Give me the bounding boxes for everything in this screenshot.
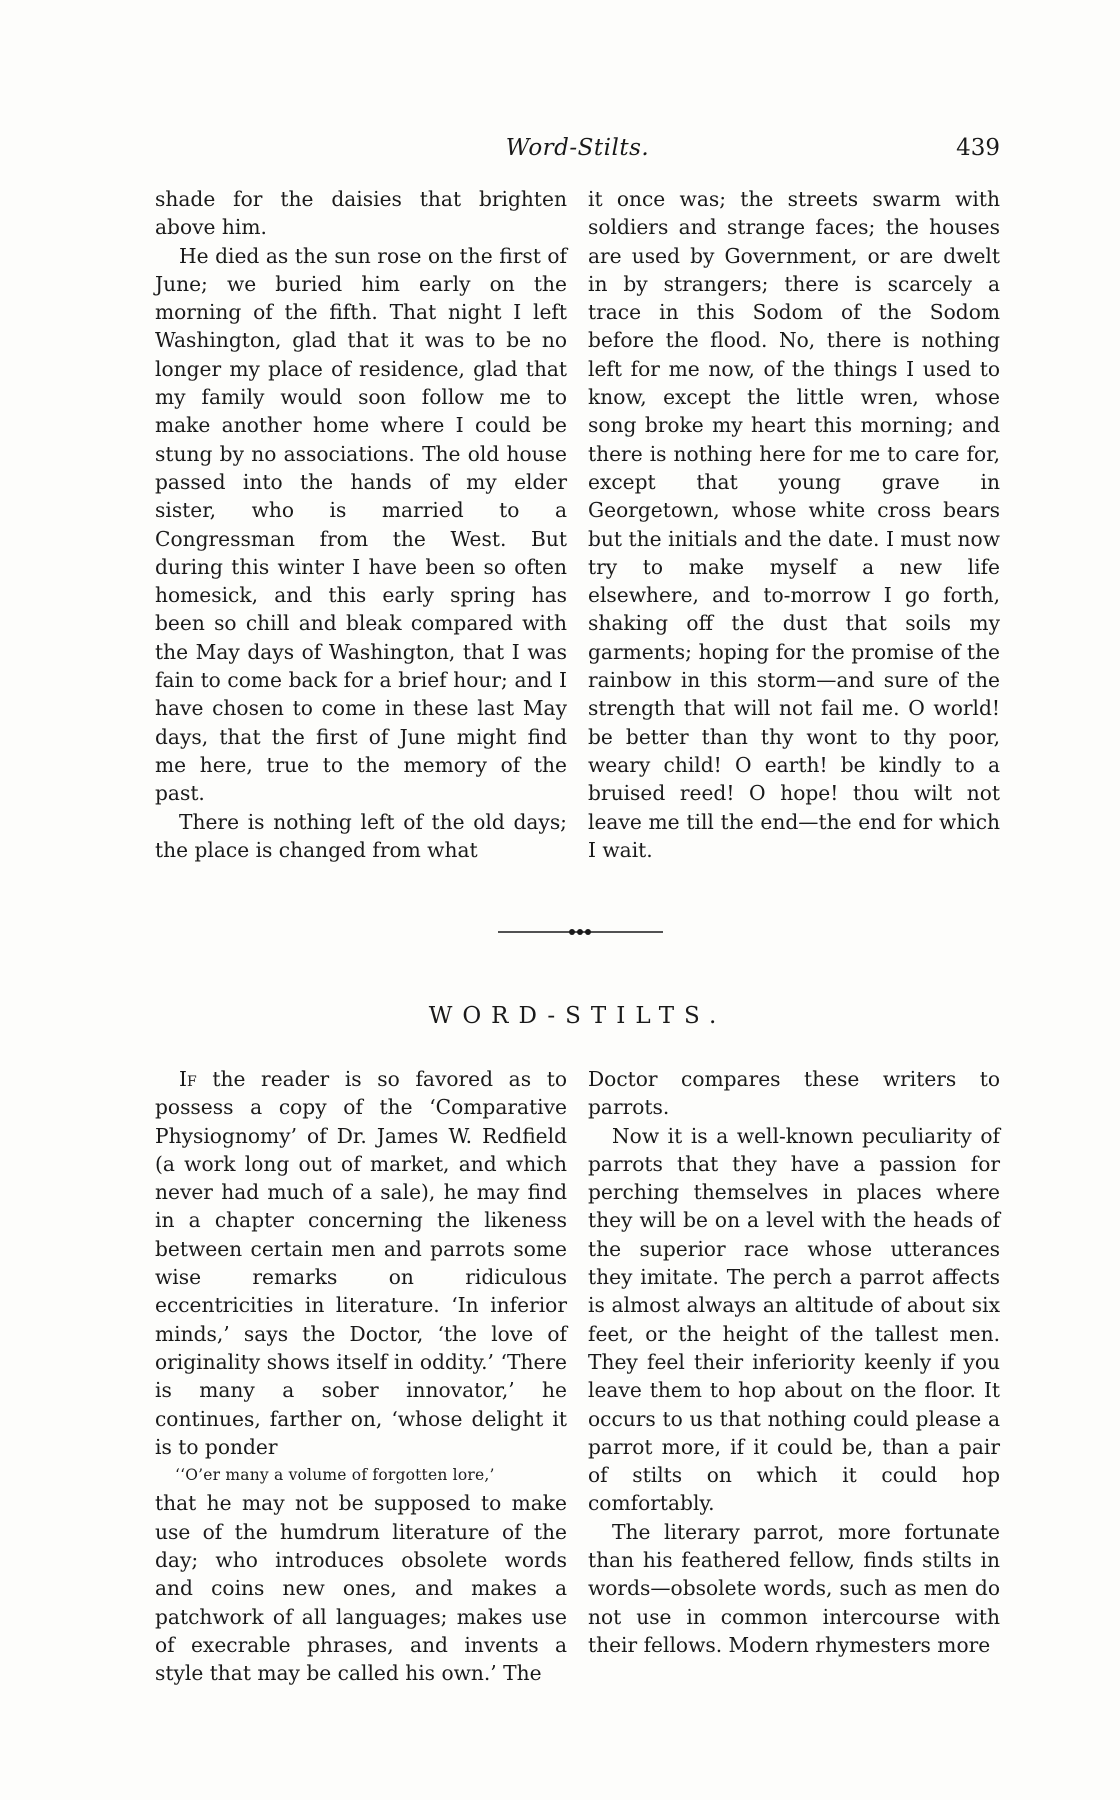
paragraph: [155, 1065, 567, 1461]
section2-left-column: [155, 1065, 567, 1688]
section1-right-column: [588, 185, 1000, 864]
section-divider-ornament: [498, 926, 663, 938]
paragraph: shade for the daisies that brighten above him.: [155, 187, 567, 240]
section2-right-column: [588, 1065, 1000, 1659]
paragraph: Now it is a well-known peculiarity of parrots that they have a passion for perching themselves in places where they will be on a level with the heads of the superior race whose utterances they imitate. The perch a parrot affects is almost always an altitude of about six feet, or the height of the tallest men. They feel their inferiority keenly if you leave them to hop about on the floor. It occurs to us that nothing could please a parrot more, if it could be, than a pair of stilts on which it could hop comfortably.: [588, 1123, 1000, 1516]
running-title: Word-Stilts.: [505, 135, 650, 161]
page-number: 439: [956, 135, 1000, 161]
paragraph: There is nothing left of the old days; the place is changed from what: [155, 809, 567, 862]
paragraph-text: the reader is so favored as to possess a copy of the ‘Comparative Physiognomy’ of Dr. James W. Redfield (a work long out of market, and which never had much of a sale), he may find in a chapter concerning the likeness between certain men and parrots some wise remarks on ridiculous eccentricities in literature. ‘In inferior minds,’ says the Doctor, ‘the love of originality shows itself in oddity.’ ‘There is many a sober innovator,’ he continues, farther on, ‘whose delight it is to ponder: [155, 1067, 567, 1459]
dropcap-word: If: [179, 1067, 197, 1091]
section-title: WORD-STILTS.: [428, 1003, 727, 1029]
paragraph: The literary parrot, more fortunate than his feathered fellow, finds stilts in words—obsolete words, such as men do not use in common intercourse with their fellows. Modern rhymesters more: [588, 1519, 1000, 1657]
paragraph: Doctor compares these writers to parrots.: [588, 1067, 1000, 1120]
paragraph: that he may not be supposed to make use of the humdrum literature of the day; who introduces obsolete words and coins new ones, and makes a patchwork of all languages; makes use of execrable phrases, and invents a style that may be called his own.’ The: [155, 1491, 567, 1686]
page-header: [155, 135, 1000, 165]
paragraph: He died as the sun rose on the first of June; we buried him early on the morning of the fifth. That night I left Washington, glad that it was to be no longer my place of residence, glad that my family would soon follow me to make another home where I could be stung by no associations. The old house passed into the hands of my elder sister, who is married to a Congressman from the West. But during this winter I have been so often homesick, and this early spring has been so chill and bleak compared with the May days of Washington, that I was fain to come back for a brief hour; and I have chosen to come in these last May days, that the first of June might find me here, true to the memory of the past.: [155, 243, 567, 806]
verse-quote: ‘‘O’er many a volume of forgotten lore,’: [175, 1466, 495, 1485]
section1-left-column: [155, 185, 567, 864]
paragraph: it once was; the streets swarm with soldiers and strange faces; the houses are used by Government, or are dwelt in by strangers; there is scarcely a trace in this Sodom of the Sodom before the flood. No, there is nothing left for me now, of the things I used to know, except the little wren, whose song broke my heart this morning; and there is nothing here for me to care for, except that young grave in Georgetown, whose white cross bears but the initials and the date. I must now try to make myself a new life elsewhere, and to-morrow I go forth, shaking off the dust that soils my garments; hoping for the promise of the rainbow in this storm—and sure of the strength that will not fail me. O world! be better than thy wont to thy poor, weary child! O earth! be kindly to a bruised reed! O hope! thou wilt not leave me till the end—the end for which I wait.: [588, 187, 1000, 862]
